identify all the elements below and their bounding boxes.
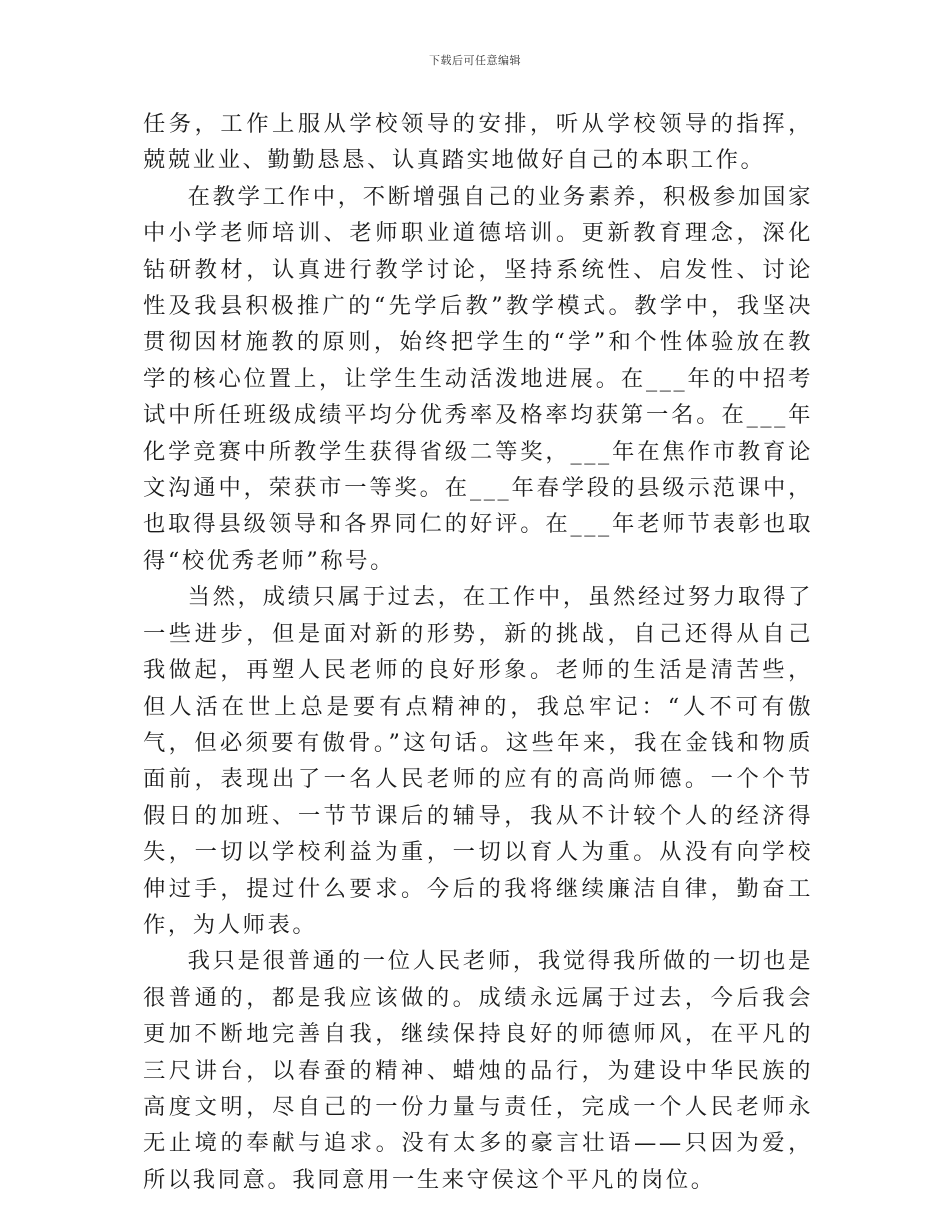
paragraph-conclusion: 我只是很普通的一位人民老师，我觉得我所做的一切也是很普通的，都是我应该做的。成绩永远属于过去，今后我会更加不断地完善自我，继续保持良好的师德师风，在平凡的三尺讲台，以春蚕的精神、蜡烛的品行，为建设中华民族的高度文明，尽自己的一份力量与责任，完成一个人民老师永无止境的奉献与追求。没有太多的豪言壮语——只因为爱，所以我同意。我同意用一生来守侯这个平凡的岗位。 <box>143 948 813 1193</box>
paragraph-teaching-work: 在教学工作中，不断增强自己的业务素养，积极参加国家中小学老师培训、老师职业道德培训。更新教育理念，深化钻研教材，认真进行教学讨论，坚持系统性、启发性、讨论性及我县积极推广的“先学后教”教学模式。教学中，我坚决贯彻因材施教的原则，始终把学生的“学”和个性体验放在教学的核心位置上，让学生生动活泼地进展。在___年的中招考试中所任班级成绩平均分优秀率及格率均获第一名。在___年化学竞赛中所教学生获得省级二等奖，___年在焦作市教育论文沟通中，荣获市一等奖。在___年春学段的县级示范课中，也取得县级领导和各界同仁的好评。在___年老师节表彰也取得“校优秀老师”称号。 <box>143 183 813 574</box>
paragraph-ethics: 当然，成绩只属于过去，在工作中，虽然经过努力取得了一些进步，但是面对新的形势，新的挑战，自己还得从自己我做起，再塑人民老师的良好形象。老师的生活是清苦些，但人活在世上总是要有点精神的，我总牢记：“人不可有傲气，但必须要有傲骨。”这句话。这些年来，我在金钱和物质面前，表现出了一名人民老师的应有的高尚师德。一个个节假日的加班、一节节课后的辅导，我从不计较个人的经济得失，一切以学校利益为重，一切以育人为重。从没有向学校伸过手，提过什么要求。今后的我将继续廉洁自律，勤奋工作，为人师表。 <box>143 584 813 938</box>
page-header: 下载后可任意编辑 <box>429 54 521 67</box>
document-body <box>143 106 813 1198</box>
paragraph-continuation: 任务，工作上服从学校领导的安排，听从学校领导的指挥，兢兢业业、勤勤恳恳、认真踏实地做好自己的本职工作。 <box>143 111 813 174</box>
